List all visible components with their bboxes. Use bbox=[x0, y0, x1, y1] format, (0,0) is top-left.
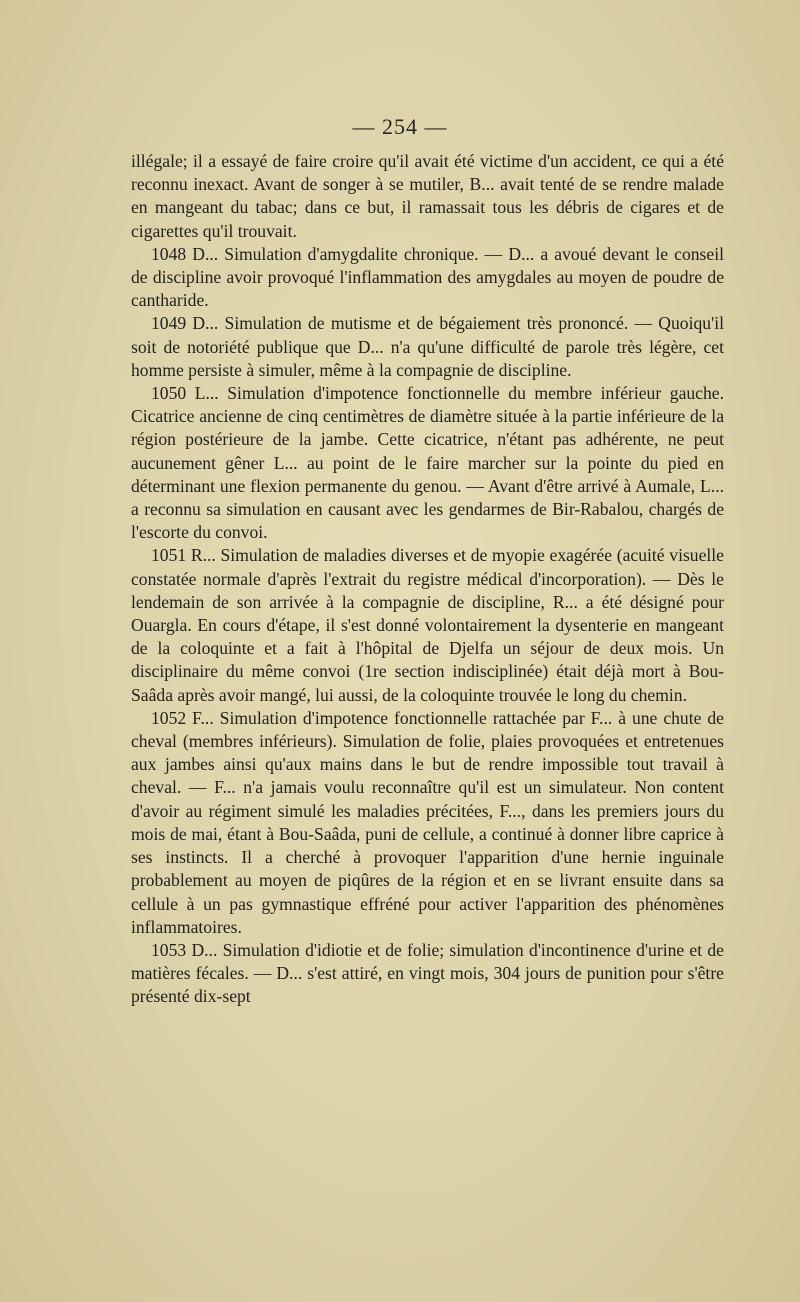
page-body bbox=[131, 150, 724, 1009]
paragraph-1048: 1048 D... Simulation d'amygdalite chronique. — D... a avoué devant le conseil de discipline avoir provoqué l'inflammation des amygdales au moyen de poudre de cantharide. bbox=[131, 243, 724, 311]
paragraph-1052: 1052 F... Simulation d'impotence fonctionnelle rattachée par F... à une chute de cheval (membres inférieurs). Simulation de folie, plaies provoquées et entretenues aux jambes ainsi qu'aux mains dans le but de rendre impossible tout travail à cheval. — F... n'a jamais voulu reconnaître qu'il est un simulateur. Non content d'avoir au régiment simulé les maladies précitées, F..., dans les premiers jours du mois de mai, étant à Bou-Saâda, puni de cellule, a continué à donner libre caprice à ses instincts. Il a cherché à provoquer l'apparition d'une hernie inguinale probablement au moyen de piqûres de la région et en se livrant ensuite dans sa cellule à un pas gymnastique effréné pour activer l'apparition des phénomènes inflammatoires. bbox=[131, 707, 724, 937]
page-number: — 254 — bbox=[352, 114, 448, 139]
paragraph-1051: 1051 R... Simulation de maladies diverses et de myopie exagérée (acuité visuelle constatée normale d'après l'extrait du registre médical d'incorporation). — Dès le lendemain de son arrivée à la compagnie de discipline, R... a été désigné pour Ouargla. En cours d'étape, il s'est donné volontairement la dysenterie en mangeant de la coloquinte et a fait à l'hôpital de Djelfa un séjour de deux mois. Un disciplinaire du même convoi (1re section indisciplinée) était déjà mort à Bou-Saâda après avoir mangé, lui aussi, de la coloquinte trouvée le long du chemin. bbox=[131, 545, 724, 705]
paragraph-1049: 1049 D... Simulation de mutisme et de bégaiement très prononcé. — Quoiqu'il soit de notoriété publique que D... n'a qu'une difficulté de parole très légère, cet homme persiste à simuler, même à la compagnie de discipline. bbox=[131, 313, 724, 380]
paragraph-continuation: illégale; il a essayé de faire croire qu'il avait été victime d'un accident, ce qui a été reconnu inexact. Avant de songer à se mutiler, B... avait tenté de se rendre malade en mangeant du tabac; dans ce but, il ramassait tous les débris de cigares et de cigarettes qu'il trouvait. bbox=[131, 151, 724, 241]
paragraph-1053: 1053 D... Simulation d'idiotie et de folie; simulation d'incontinence d'urine et de matières fécales. — D... s'est attiré, en vingt mois, 304 jours de punition pour s'être présenté dix-sept bbox=[131, 939, 724, 1007]
paragraph-1050: 1050 L... Simulation d'impotence fonctionnelle du membre inférieur gauche. Cicatrice ancienne de cinq centimètres de diamètre située à la partie inférieure de la région postérieure de la jambe. Cette cicatrice, n'étant pas adhérente, ne peut aucunement gêner L... au point de le faire marcher sur la pointe du pied en déterminant une flexion permanente du genou. — Avant d'être arrivé à Aumale, L... a reconnu sa simulation en causant avec les gendarmes de Bir-Rabalou, chargés de l'escorte du convoi. bbox=[131, 383, 724, 543]
